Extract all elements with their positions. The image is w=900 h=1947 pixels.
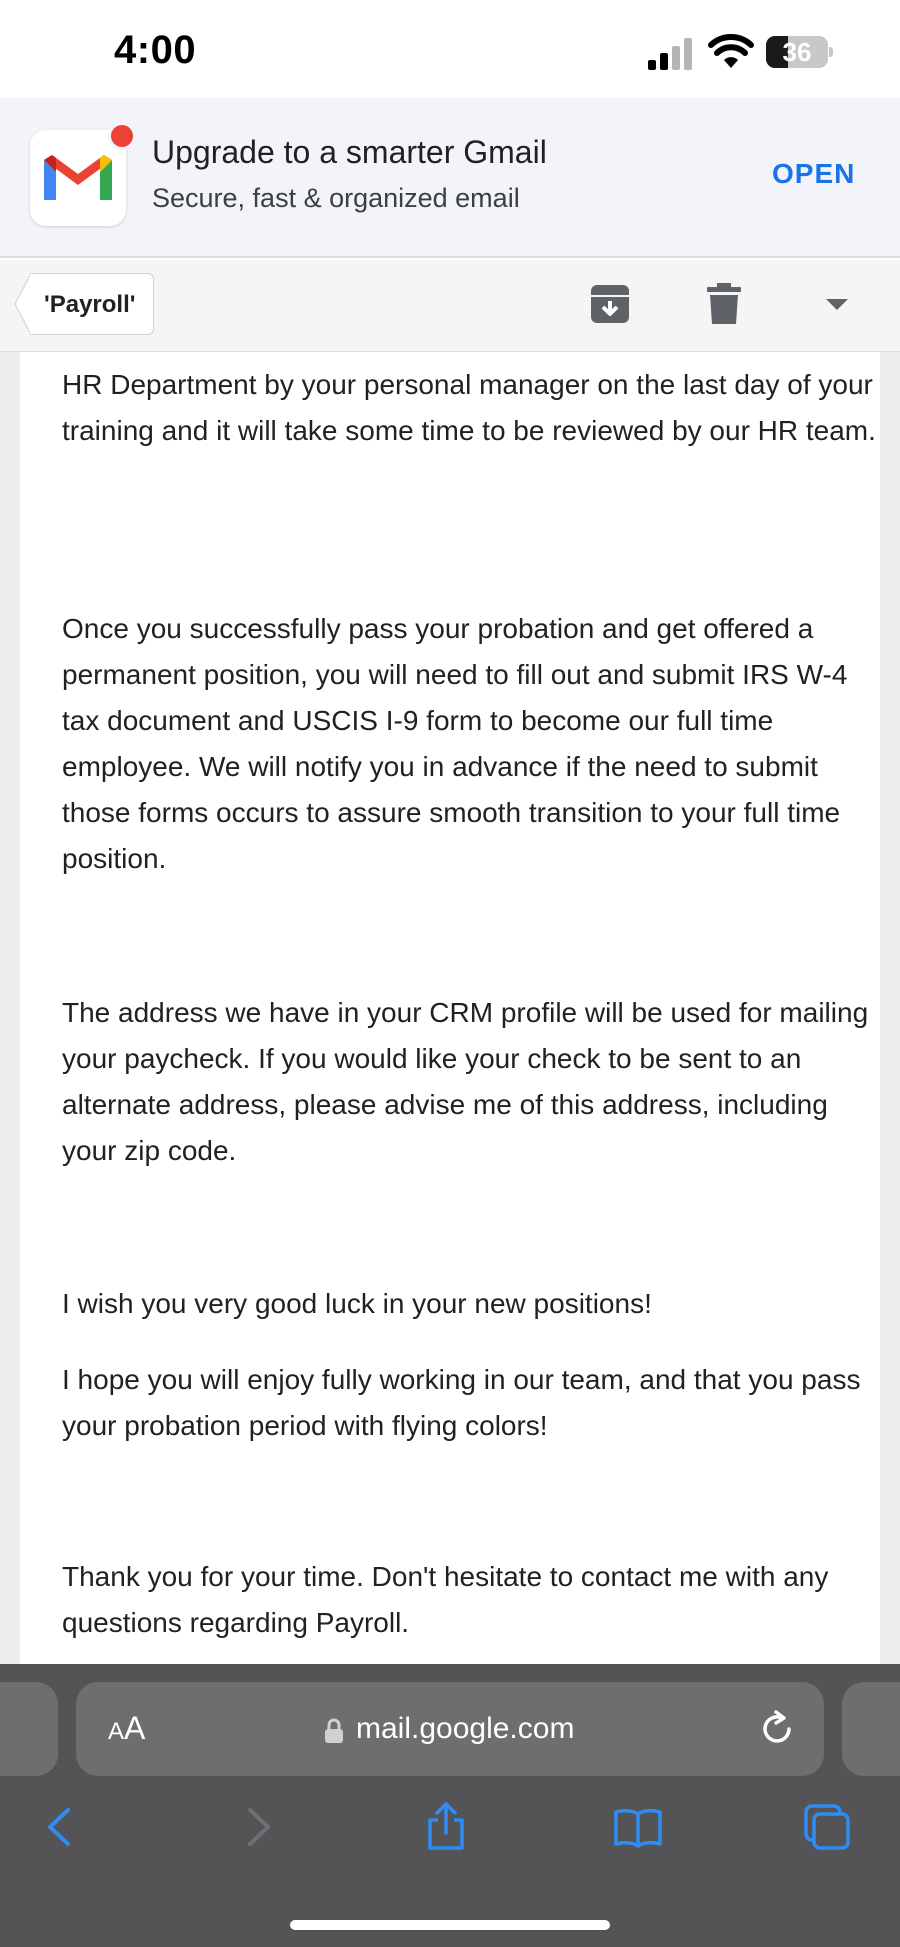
email-paragraph: The address we have in your CRM profile will be used for mailing your paycheck. If you would like your check to be sent to an alternate address, please advise me of this address, including your zip code. xyxy=(62,997,869,1166)
bookmarks-icon[interactable] xyxy=(613,1802,663,1852)
battery-cap xyxy=(829,47,833,57)
battery-indicator xyxy=(766,36,834,68)
banner-subtitle: Secure, fast & organized email xyxy=(152,183,520,213)
status-bar xyxy=(0,0,900,98)
trash-icon[interactable] xyxy=(702,282,746,326)
home-indicator[interactable] xyxy=(290,1920,610,1930)
email-message xyxy=(20,352,880,1664)
reload-icon[interactable] xyxy=(756,1708,798,1750)
url-text[interactable]: mail.google.com xyxy=(356,1712,575,1745)
forward-icon[interactable] xyxy=(232,1802,282,1852)
back-icon[interactable] xyxy=(36,1802,86,1852)
status-time: 4:00 xyxy=(114,28,197,72)
banner-title: Upgrade to a smarter Gmail xyxy=(152,134,547,170)
next-tab-preview[interactable] xyxy=(842,1682,900,1776)
previous-tab-preview[interactable] xyxy=(0,1682,58,1776)
label-chip-payroll[interactable]: 'Payroll' xyxy=(30,273,154,335)
notification-dot xyxy=(108,122,136,150)
wifi-icon xyxy=(708,34,754,70)
chevron-down-icon[interactable] xyxy=(815,282,859,326)
lock-icon xyxy=(324,1718,344,1744)
open-button[interactable]: OPEN xyxy=(772,158,856,189)
share-icon[interactable] xyxy=(421,1802,471,1852)
email-paragraph: Once you successfully pass your probation and get offered a permanent position, you will need to fill out and submit IRS W-4 tax document and USCIS I-9 form to become our full time employee. We will notify you in advance if the need to submit those forms occurs to assure smooth transition to your full time position. xyxy=(62,613,848,874)
battery-body xyxy=(766,36,828,68)
archive-icon[interactable] xyxy=(588,282,632,326)
gmail-upgrade-banner[interactable] xyxy=(0,98,900,258)
aa-large: A xyxy=(124,1710,146,1746)
email-paragraph: Thank you for your time. Don't hesitate to contact me with any questions regarding Payroll. xyxy=(62,1561,829,1638)
label-chip-point xyxy=(13,273,31,335)
cellular-signal-icon xyxy=(648,38,696,70)
tabs-icon[interactable] xyxy=(802,1802,852,1852)
email-paragraph: I hope you will enjoy fully working in our team, and that you pass your probation period with flying colors! xyxy=(62,1364,861,1441)
email-paragraph: HR Department by your personal manager on the last day of your training and it will take some time to be reviewed by our HR team. xyxy=(62,369,876,446)
battery-level: 36 xyxy=(782,37,812,67)
email-body-area xyxy=(0,352,900,1664)
reader-options-button[interactable] xyxy=(108,1710,145,1747)
aa-small: A xyxy=(108,1718,125,1745)
email-paragraph: I wish you very good luck in your new positions! xyxy=(62,1288,652,1319)
